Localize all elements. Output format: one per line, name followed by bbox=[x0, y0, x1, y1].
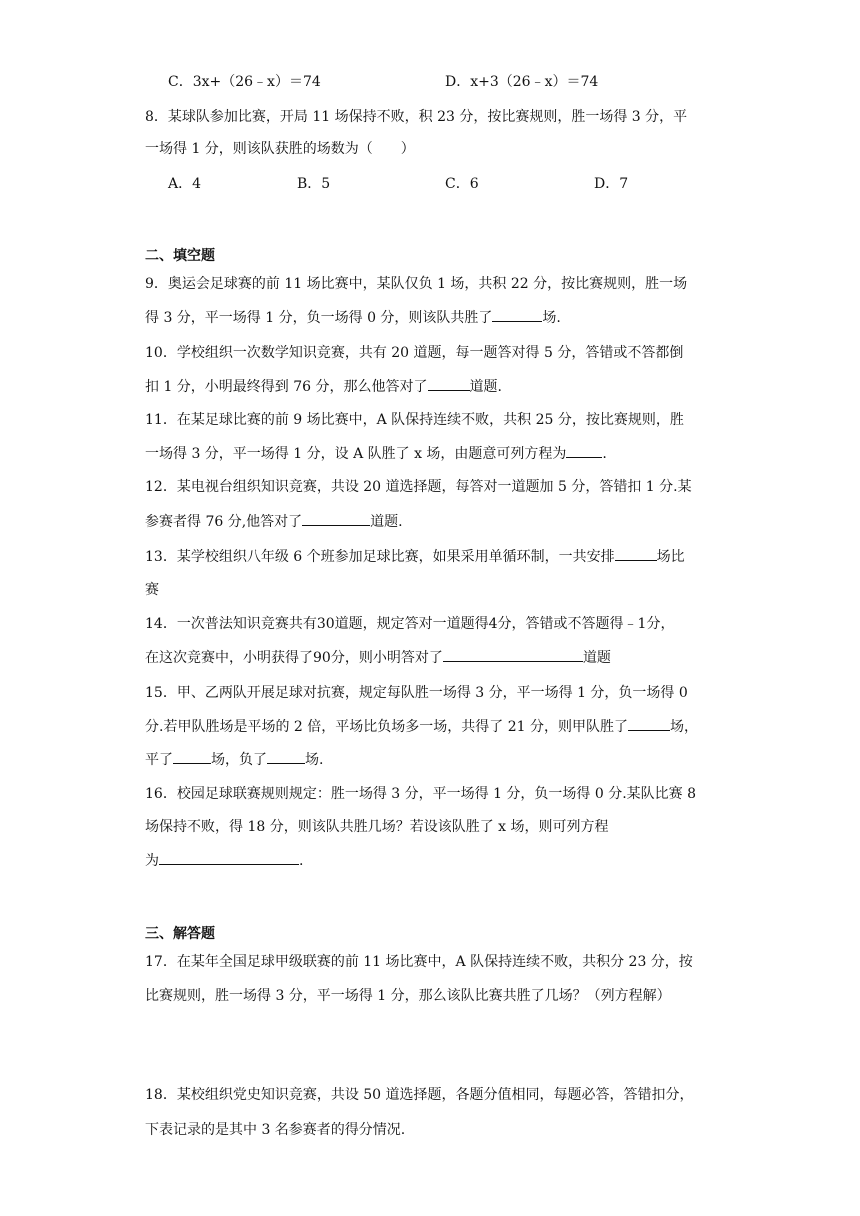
q9-text-end: 场. bbox=[542, 310, 561, 326]
q8-line-2: 一场得 1 分，则该队获胜的场数为（ ） bbox=[145, 141, 415, 157]
q16-line-1: 16．校园足球联赛规则规定：胜一场得 3 分，平一场得 1 分，负一场得 0 分.某队比赛 8 bbox=[145, 786, 697, 802]
q12-text-end: 道题. bbox=[370, 514, 403, 530]
q10-text: 扣 1 分，小明最终得到 76 分，那么他答对了 bbox=[145, 379, 428, 395]
q11-answer-blank[interactable] bbox=[566, 443, 602, 458]
q15-text-3c: 场. bbox=[305, 752, 324, 768]
q14-text-end: 道题 bbox=[582, 650, 611, 666]
q16-line-2: 场保持不败，得 18 分，则该队共胜几场？若设该队胜了 x 场，则可列方程 bbox=[145, 819, 609, 835]
q8-option-a: A．4 bbox=[168, 176, 202, 192]
q9-text: 得 3 分，平一场得 1 分，负一场得 0 分，则该队共胜了 bbox=[145, 310, 493, 326]
q14-answer-blank[interactable] bbox=[443, 647, 583, 662]
q11-line-2 bbox=[145, 443, 607, 464]
q14-line-1: 14．一次普法知识竞赛共有30道题，规定答对一道题得4分，答错或不答题得﹣1分， bbox=[145, 616, 675, 632]
q12-answer-blank[interactable] bbox=[302, 511, 370, 526]
q9-line-1: 9．奥运会足球赛的前 11 场比赛中，某队仅负 1 场，共积 22 分，按比赛规则，胜一场 bbox=[145, 276, 688, 292]
q11-text: 一场得 3 分，平一场得 1 分，设 A 队胜了 x 场，由题意可列方程为 bbox=[145, 446, 567, 462]
q15-text-3a: 平了 bbox=[145, 752, 173, 768]
q16-text-end: . bbox=[299, 853, 304, 869]
q17-line-1: 17．在某年全国足球甲级联赛的前 11 场比赛中，A 队保持连续不败，共积分 23 分，按 bbox=[145, 954, 693, 970]
q12-line-2 bbox=[145, 511, 403, 532]
q15-line-3 bbox=[145, 749, 323, 770]
q15-line-2 bbox=[145, 716, 698, 737]
q16-text: 为 bbox=[145, 853, 159, 869]
q11-text-end: . bbox=[602, 446, 607, 462]
q15-text-2: 场， bbox=[669, 719, 698, 735]
q12-line-1: 12．某电视台组织知识竞赛，共设 20 道选择题，每答对一道题加 5 分，答错扣 1 分.某 bbox=[145, 479, 692, 495]
q11-line-1: 11．在某足球比赛的前 9 场比赛中，A 队保持连续不败，共积 25 分，按比赛规则，胜 bbox=[145, 412, 684, 428]
q14-line-2 bbox=[145, 647, 611, 668]
q13-text-end: 场比 bbox=[656, 549, 685, 565]
q9-line-2 bbox=[145, 307, 561, 328]
q10-answer-blank[interactable] bbox=[428, 376, 470, 391]
q16-answer-blank[interactable] bbox=[159, 850, 299, 865]
q13-text: 13．某学校组织八年级 6 个班参加足球比赛，如果采用单循环制，一共安排 bbox=[145, 549, 615, 565]
q15-draws-blank[interactable] bbox=[173, 749, 211, 764]
q15-losses-blank[interactable] bbox=[267, 749, 305, 764]
q15-line-1: 15．甲、乙两队开展足球对抗赛，规定每队胜一场得 3 分，平一场得 1 分，负一场得 0 bbox=[145, 685, 688, 701]
q15-wins-blank[interactable] bbox=[628, 716, 670, 731]
q13-line-1 bbox=[145, 546, 685, 567]
q7-option-d: D．x+3（26﹣x）＝74 bbox=[445, 74, 599, 90]
q9-answer-blank[interactable] bbox=[492, 307, 542, 322]
q13-line-2: 赛 bbox=[145, 582, 159, 598]
q8-line-1: 8．某球队参加比赛，开局 11 场保持不败，积 23 分，按比赛规则，胜一场得 3 分，平 bbox=[145, 109, 688, 125]
section-heading-fill-in: 二、填空题 bbox=[145, 248, 215, 264]
q10-line-2 bbox=[145, 376, 502, 397]
q8-option-c: C．6 bbox=[445, 176, 479, 192]
q15-text-3b: 场，负了 bbox=[211, 752, 267, 768]
q8-option-b: B．5 bbox=[297, 176, 331, 192]
q16-line-3 bbox=[145, 850, 303, 871]
q10-line-1: 10．学校组织一次数学知识竞赛，共有 20 道题，每一题答对得 5 分，答错或不答都倒 bbox=[145, 345, 684, 361]
q18-line-1: 18．某校组织党史知识竞赛，共设 50 道选择题，各题分值相同，每题必答，答错扣分， bbox=[145, 1087, 694, 1103]
q8-option-d: D．7 bbox=[594, 176, 629, 192]
q18-line-2: 下表记录的是其中 3 名参赛者的得分情况. bbox=[145, 1122, 406, 1138]
q17-line-2: 比赛规则，胜一场得 3 分，平一场得 1 分，那么该队比赛共胜了几场？（列方程解） bbox=[145, 988, 671, 1004]
section-heading-solve: 三、解答题 bbox=[145, 926, 215, 942]
q7-option-c: C．3x+（26﹣x）＝74 bbox=[168, 74, 321, 90]
q10-text-end: 道题. bbox=[469, 379, 502, 395]
q13-answer-blank[interactable] bbox=[615, 546, 657, 561]
q15-text: 分.若甲队胜场是平场的 2 倍，平场比负场多一场，共得了 21 分，则甲队胜了 bbox=[145, 719, 628, 735]
q14-text: 在这次竞赛中，小明获得了90分，则小明答对了 bbox=[145, 650, 443, 666]
q12-text: 参赛者得 76 分,他答对了 bbox=[145, 514, 303, 530]
